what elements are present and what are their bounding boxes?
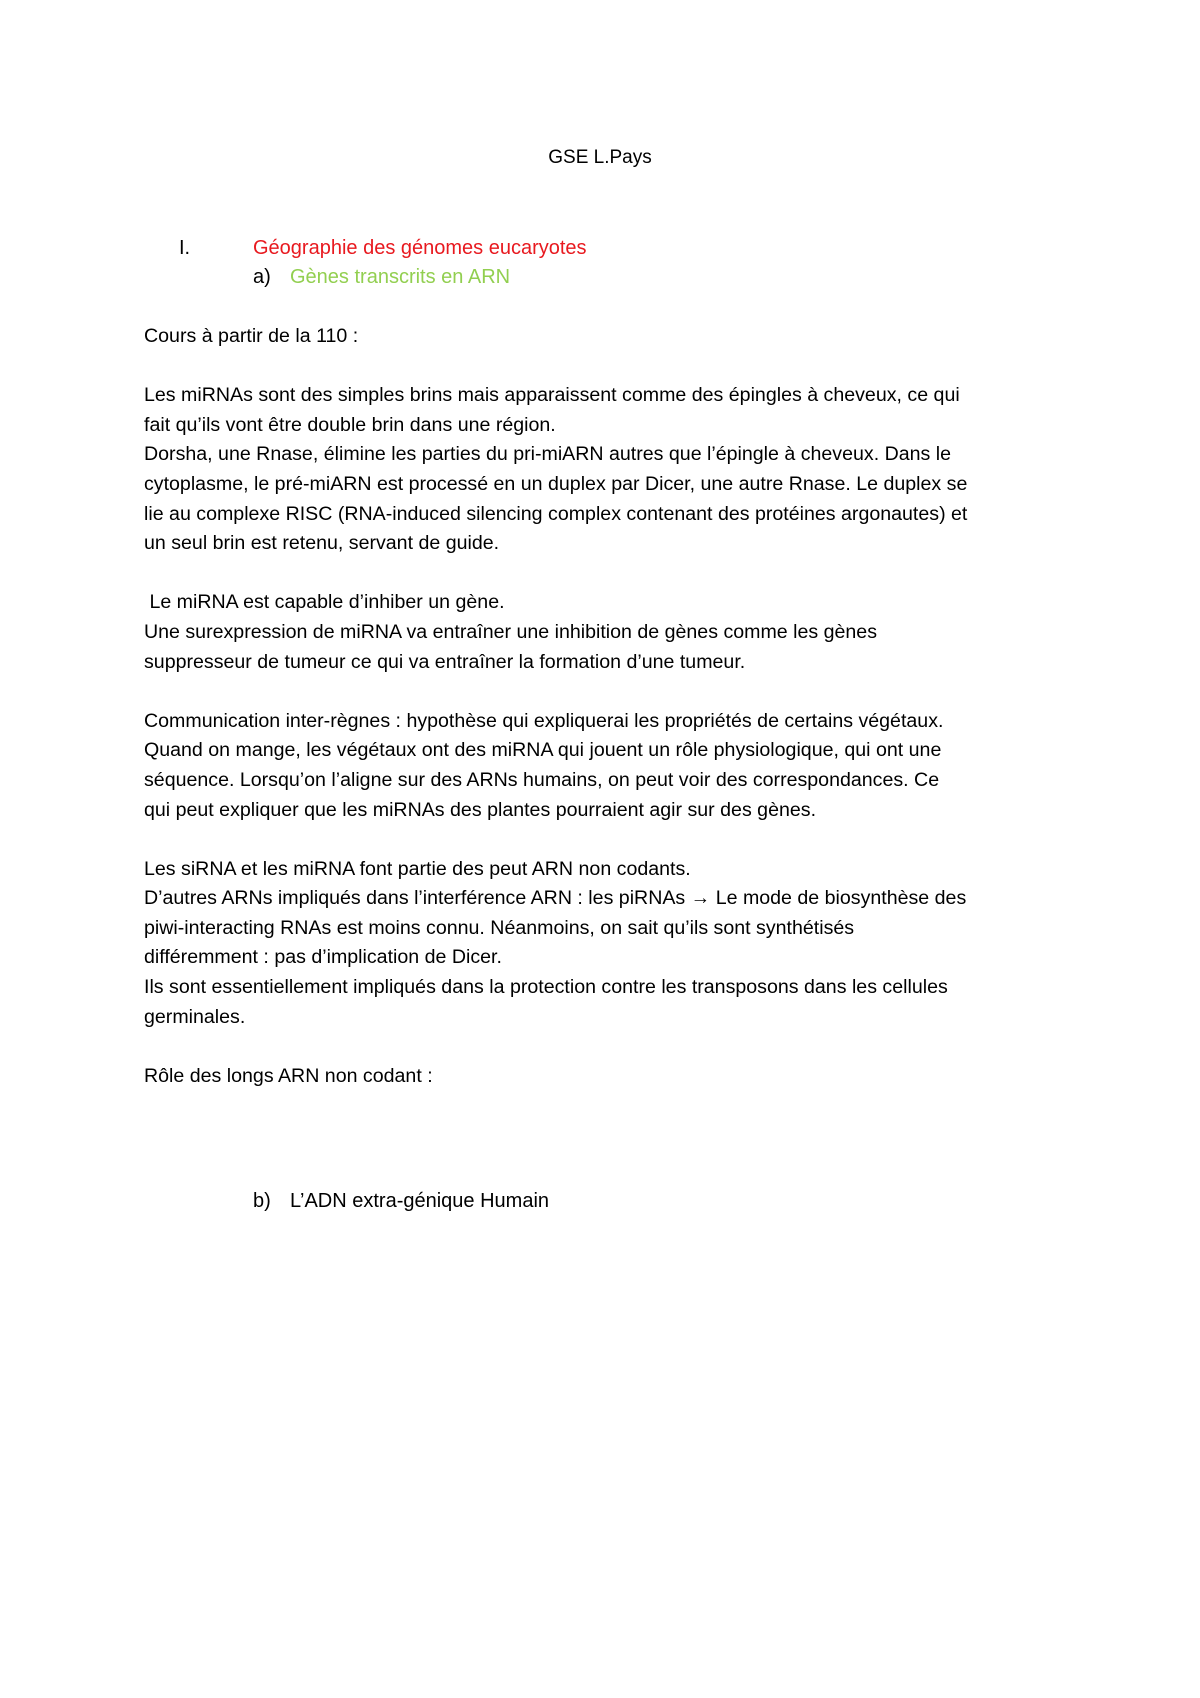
body-line: Cours à partir de la 110 : — [144, 325, 359, 347]
body-line: Dorsha, une Rnase, élimine les parties du pri-miARN autres que l’épingle à cheveux. Dans le — [144, 443, 952, 466]
body-line: qui peut expliquer que les miRNAs des plantes pourraient agir sur des gènes. — [144, 798, 817, 821]
blank-line — [144, 677, 1079, 707]
subsection-title: L’ADN extra-génique Humain — [290, 1190, 550, 1212]
body-line: séquence. Lorsqu’on l’aligne sur des ARNs humains, on peut voir des correspondances. Ce — [144, 768, 940, 791]
body-line: Communication inter-règnes : hypothèse qui expliquerai les propriétés de certains végétaux. — [144, 709, 944, 732]
subsection-letter: a) — [253, 266, 271, 288]
body-line: cytoplasme, le pré-miARN est processé en un duplex par Dicer, une autre Rnase. Le duplex se — [144, 472, 968, 495]
blank-line — [144, 559, 1079, 589]
section-heading-1 — [179, 235, 587, 261]
blank-line — [144, 1032, 1079, 1062]
subsection-heading-b — [253, 1188, 549, 1214]
body-line: lie au complexe RISC (RNA-induced silencing complex contenant des protéines argonautes) et — [144, 502, 968, 525]
blank-line — [144, 352, 1079, 382]
blank-line — [144, 825, 1079, 855]
section-title: Géographie des génomes eucaryotes — [253, 237, 587, 259]
document-body — [144, 322, 1079, 1091]
body-line: suppresseur de tumeur ce qui va entraîner la formation d’une tumeur. — [144, 650, 746, 673]
body-line: Les siRNA et les miRNA font partie des peut ARN non codants. — [144, 857, 691, 880]
section-number: I. — [179, 237, 191, 259]
body-line: un seul brin est retenu, servant de guide. — [144, 532, 500, 555]
body-line: Rôle des longs ARN non codant : — [144, 1064, 433, 1087]
body-line: fait qu’ils vont être double brin dans une région. — [144, 413, 556, 436]
body-line: Quand on mange, les végétaux ont des miRNA qui jouent un rôle physiologique, qui ont une — [144, 739, 942, 762]
body-line: piwi-interacting RNAs est moins connu. Néanmoins, on sait qu’ils sont synthétisés — [144, 916, 855, 939]
body-line: D’autres ARNs impliqués dans l’interférence ARN : les piRNAs → Le mode de biosynthèse des — [144, 887, 967, 910]
subsection-title: Gènes transcrits en ARN — [290, 266, 511, 288]
document-title: GSE L.Pays — [548, 147, 652, 168]
body-line: Ils sont essentiellement impliqués dans la protection contre les transposons dans les cellules — [144, 976, 948, 999]
body-line: Le miRNA est capable d’inhiber un gène. — [144, 591, 505, 614]
body-line: différemment : pas d’implication de Dicer. — [144, 946, 502, 969]
body-line: Les miRNAs sont des simples brins mais apparaissent comme des épingles à cheveux, ce qui — [144, 384, 960, 407]
subsection-heading-a — [253, 264, 510, 290]
body-line: germinales. — [144, 1005, 246, 1028]
subsection-letter: b) — [253, 1190, 271, 1212]
body-line: Une surexpression de miRNA va entraîner une inhibition de gènes comme les gènes — [144, 620, 877, 643]
